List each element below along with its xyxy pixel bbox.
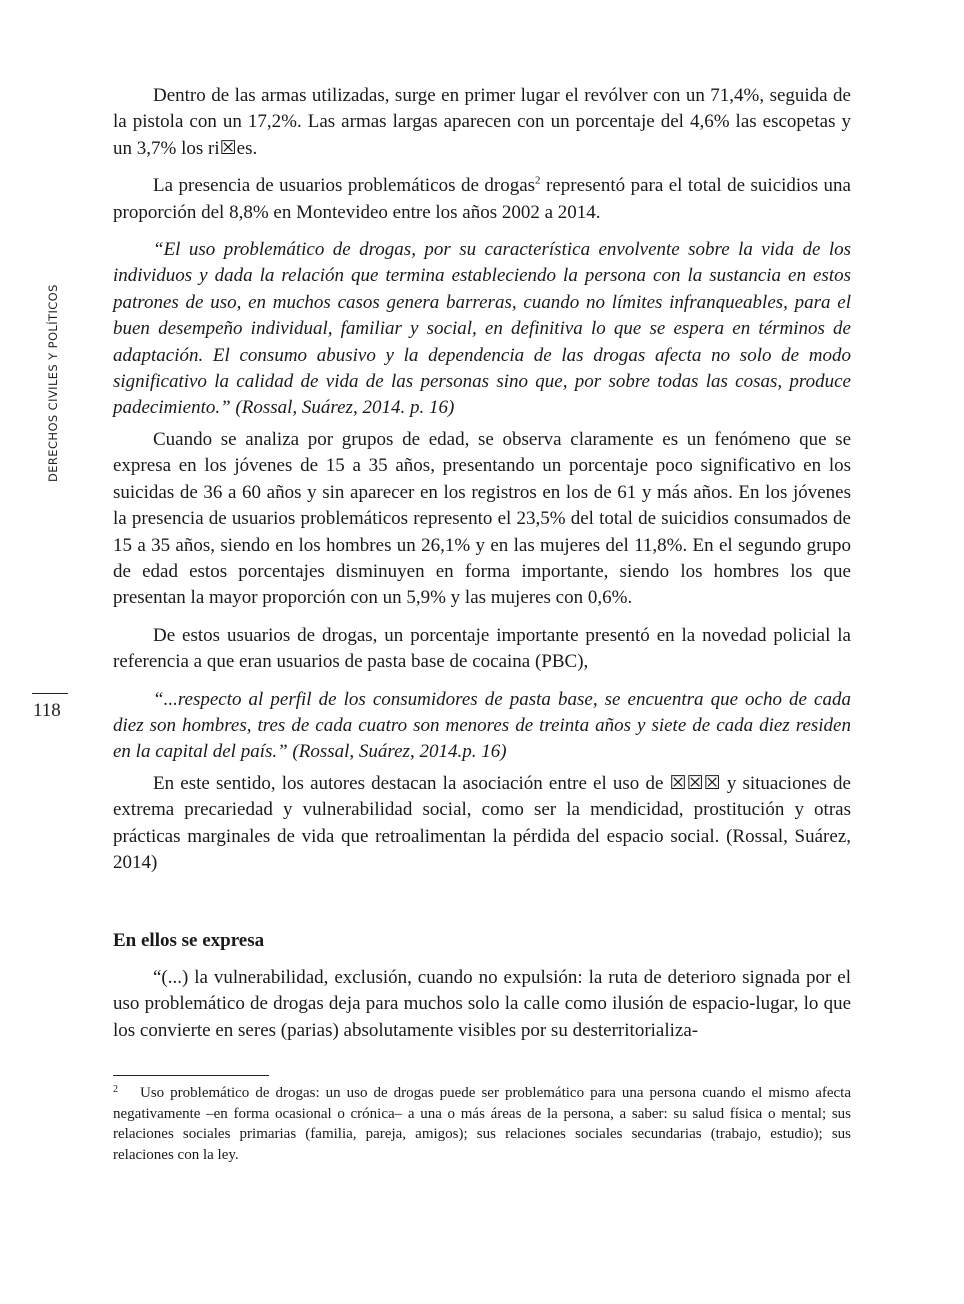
quote-pbc-profile: “...respecto al perfil de los consumidores de pasta base, se encuentra que ocho de cada diez son hombres, tres de cada cuatro son menores de treinta años y siete de cada diez residen en la capital del país.” (Rossal, Suárez, 2014.p. 16) (113, 688, 851, 763)
section-heading: En ellos se expresa (113, 930, 265, 952)
page-number-rule (32, 693, 68, 694)
running-section-title: DERECHOS CIVILES Y POLÍTICOS (46, 284, 60, 482)
paragraph-authors: En este sentido, los autores destacan la asociación entre el uso de ☒☒☒ y situaciones de extrema precariedad y vulnerabilidad social, como ser la mendicidad, prostitución y otras prácticas marginales de vida que retroalimentan la pérdida del espacio social. (Rossal, Suárez, 2014) (113, 772, 851, 873)
quote-drug-use: “El uso problemático de drogas, por su característica envolvente sobre la vida de los individuos y dada la relación que termina estableciendo la persona con la sustancia en estos patrones de uso, en muchos casos genera barreras, cuando no límites infranqueables, para el buen desempeño individual, familiar y social, en definitiva lo que se espera en términos de adaptación. El consumo abusivo y la dependencia de las drogas afecta no solo de modo significativo la calidad de vida de las personas sino que, por sobre todas las cosas, produce padecimiento.” (Rossal, Suárez, 2014. p. 16) (113, 239, 851, 419)
body-text (113, 83, 851, 1044)
paragraph-drug-users (113, 173, 851, 226)
page-number: 118 (33, 700, 61, 721)
footnote-text: Uso problemático de drogas: un uso de drogas puede ser problemático para una persona cuando el mismo afecta negativamente –en forma ocasional o crónica– a una o más áreas de la persona, a saber: su salud física o mental; sus relaciones sociales primarias (familia, pareja, amigos); sus relaciones sociales secundarias (trabajo, estudio); sus relaciones con la ley. (113, 1085, 851, 1163)
footnote (113, 1080, 851, 1165)
paragraph-weapons: Dentro de las armas utilizadas, surge en primer lugar el revólver con un 71,4%, seguida de la pistola con un 17,2%. Las armas largas aparecen con un porcentaje del 4,6% las escopetas y un 3,7% los ri☒es. (113, 85, 851, 159)
footnote-reference: 2 (535, 174, 541, 187)
paragraph-drug-users-tail: representó para el total de suicidios una proporción del 8,8% en Montevideo entre los años 2002 a 2014. (113, 175, 851, 223)
paragraph-vulnerability: “(...) la vulnerabilidad, exclusión, cuando no expulsión: la ruta de deterioro signada por el uso problemático de drogas deja para muchos solo la calle como ilusión de espacio-lugar, lo que los convierte en seres (parias) absolutamente visibles por su desterritorializa- (113, 966, 851, 1041)
paragraph-pbc: De estos usuarios de drogas, un porcentaje importante presentó en la novedad policial la referencia a que eran usuarios de pasta base de cocaina (PBC), (113, 624, 851, 673)
footnote-mark: 2 (113, 1084, 118, 1095)
paragraph-drug-users-lead: La presencia de usuarios problemáticos de drogas (153, 175, 536, 197)
paragraph-age-groups: Cuando se analiza por grupos de edad, se observa claramente es un fenómeno que se expresa en los jóvenes de 15 a 35 años, presentando un porcentaje poco significativo en los suicidas de 36 a 60 años y sin aparecer en los registros en los de 61 y más años. En los jóvenes la presencia de usuarios problemáticos represento el 23,5% del total de suicidios consumados de 15 a 35 años, siendo en los hombres un 26,1% y en las mujeres del 11,8%. En el segundo grupo de edad estos porcentajes disminuyen en forma importante, siendo los hombres los que presentan la mayor proporción con un 5,9% y las mujeres con 0,6%. (113, 428, 851, 609)
footnote-rule (113, 1075, 269, 1076)
